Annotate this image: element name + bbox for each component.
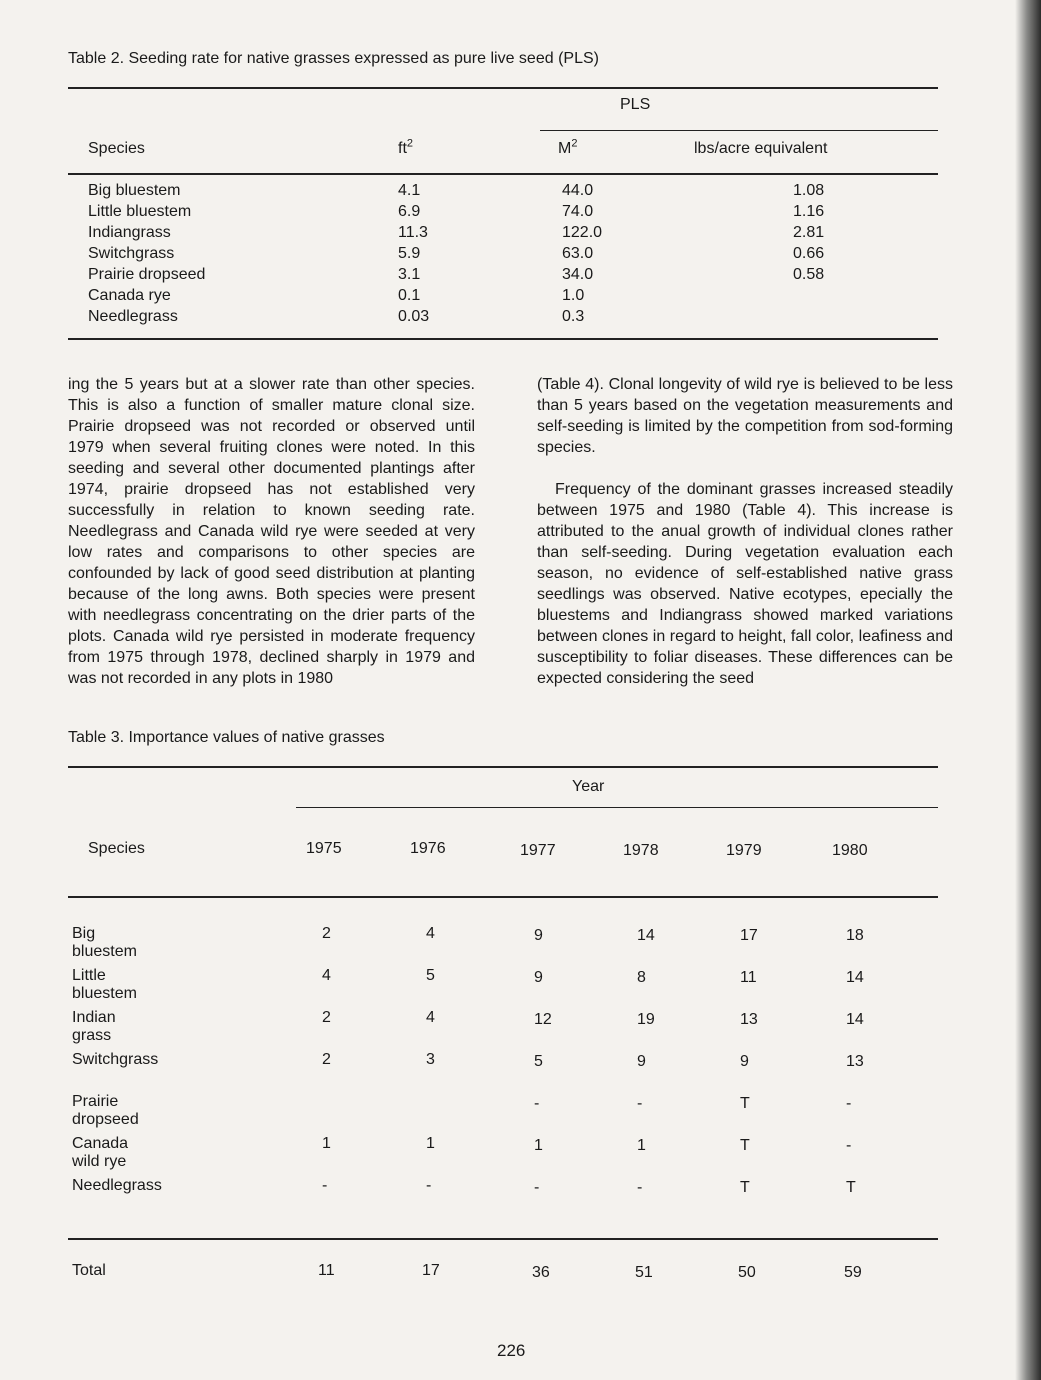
table3-cell-value: 4 — [322, 967, 331, 984]
table3-cell-value: - — [426, 1177, 432, 1194]
table3-year-rule — [296, 807, 938, 808]
table3-total-label: Total — [72, 1262, 106, 1279]
table3-cell-value: 14 — [846, 1011, 864, 1028]
table3-header-year: 1978 — [623, 842, 659, 859]
table2-row — [88, 266, 988, 287]
table3-cell-value: 4 — [426, 925, 435, 942]
table2-cell-ft2: 0.1 — [398, 287, 421, 304]
table3-year-header: Year — [572, 778, 605, 795]
table2-header-ft2: $ft^2$ — [398, 137, 414, 157]
table2-header-species: Species — [88, 140, 145, 157]
table3-cell-value: 19 — [637, 1011, 655, 1028]
table2-pls-header: PLS — [620, 96, 651, 113]
body-right-paragraph-2: Frequency of the dominant grasses increased steadily between 1975 and 1980 (Table 4). This increase is attributed to the anual growth of individual clones rather than self-seeding. During vegetation evaluation each season, no evidence of self-established native grass seedlings was observed. Native ecotypes, epecially the bluestems and Indiangrass showed marked variations between clones in regard to height, fall color, leafiness and susceptibility to foliar diseases. These differences can be expected considering the seed — [537, 481, 953, 687]
table2-header-lbs: lbs/acre equivalent — [694, 140, 828, 157]
table3-cell-species: Big bluestem — [72, 925, 137, 960]
table3-total-value: 11 — [318, 1262, 335, 1279]
table3-cell-species: Switchgrass — [72, 1051, 159, 1068]
page-number: 226 — [497, 1341, 526, 1360]
table3-cell-value: 11 — [740, 969, 757, 986]
table2-body — [88, 182, 948, 332]
table3-cell-value: - — [846, 1137, 852, 1154]
table2-row — [88, 203, 988, 224]
table2-bottom-rule — [68, 338, 938, 340]
table3-cell-value: 14 — [846, 969, 864, 986]
table3-total-value: 17 — [422, 1262, 440, 1279]
body-text-left — [68, 374, 475, 689]
table2-cell-m2: 34.0 — [562, 266, 594, 283]
body-right-paragraph-1: (Table 4). Clonal longevity of wild rye is believed to be less than 5 years based on the vegetation measurements and self-seeding is limited by the competition from sod-forming species. — [537, 376, 953, 456]
page-edge-shadow — [1015, 0, 1041, 1380]
table2-cell-ft2: 6.9 — [398, 203, 421, 220]
table3-cell-value: 13 — [846, 1053, 864, 1070]
table2-cell-lbs: 1.16 — [793, 203, 825, 220]
table3-title: Table 3. Importance values of native grasses — [68, 729, 385, 746]
table2-cell-ft2: 11.3 — [398, 224, 428, 241]
table3-cell-value: 1 — [534, 1137, 543, 1154]
body-text-right — [537, 374, 953, 689]
table3-header-year: 1979 — [726, 842, 762, 859]
table3-cell-value: T — [846, 1179, 856, 1196]
table3-cell-value: 9 — [637, 1053, 646, 1070]
table2-cell-m2: 0.3 — [562, 308, 585, 325]
table3-cell-value: 17 — [740, 927, 758, 944]
table3-cell-value: - — [846, 1095, 852, 1112]
table3-total-value: 50 — [738, 1264, 756, 1281]
table3-cell-value: 13 — [740, 1011, 758, 1028]
table3-cell-species: Needlegrass — [72, 1177, 162, 1194]
table3-total-value: 59 — [844, 1264, 862, 1281]
table3-cell-value: 18 — [846, 927, 864, 944]
table2-cell-m2: 44.0 — [562, 182, 594, 199]
table2-row — [88, 308, 988, 329]
table3-header-year: 1975 — [306, 840, 342, 857]
table3-cell-value: T — [740, 1137, 750, 1154]
table2-cell-lbs: 0.58 — [793, 266, 825, 283]
table3-cell-value: 2 — [322, 1051, 331, 1068]
table3-top-rule — [68, 766, 938, 768]
table2-cell-species: Indiangrass — [88, 224, 171, 241]
table2-row — [88, 182, 988, 203]
table2-cell-m2: 74.0 — [562, 203, 594, 220]
table3-cell-value: 2 — [322, 1009, 331, 1026]
table3-total-value: 36 — [532, 1264, 550, 1281]
table3-cell-species: Indian grass — [72, 1009, 116, 1044]
table3-cell-value: 9 — [740, 1053, 749, 1070]
table2-cell-m2: 122.0 — [562, 224, 603, 241]
table3-header-year: 1980 — [832, 842, 868, 859]
table3-cell-value: - — [322, 1177, 328, 1194]
table3-cell-value: 1 — [426, 1135, 435, 1152]
table2-cell-ft2: 4.1 — [398, 182, 421, 199]
table3-cell-value: 2 — [322, 925, 331, 942]
table2-cell-lbs: 1.08 — [793, 182, 825, 199]
table2-row — [88, 287, 988, 308]
table3-cell-value: 1 — [322, 1135, 331, 1152]
table3-cell-value: 14 — [637, 927, 655, 944]
table2-cell-ft2: 3.1 — [398, 266, 421, 283]
table2-cell-m2: 63.0 — [562, 245, 594, 262]
table3-cell-species: Little bluestem — [72, 967, 137, 1002]
table3-cell-value: 5 — [426, 967, 435, 984]
table2-row — [88, 224, 988, 245]
table3-cell-value: 8 — [637, 969, 646, 986]
table3-header-year: 1977 — [520, 842, 556, 859]
table3-cell-value: - — [534, 1095, 540, 1112]
table2-row — [88, 245, 988, 266]
table2-cell-lbs: 2.81 — [793, 224, 825, 241]
table2-top-rule — [68, 87, 938, 89]
table2-cell-m2: 1.0 — [562, 287, 585, 304]
table3-cell-value: - — [637, 1095, 643, 1112]
table3-cell-value: 12 — [534, 1011, 552, 1028]
table3-header-rule — [68, 896, 938, 898]
table3-header-species: Species — [88, 840, 145, 857]
table3-cell-value: T — [740, 1179, 750, 1196]
table3-cell-species: Prairie dropseed — [72, 1093, 139, 1128]
table3-cell-value: 5 — [534, 1053, 543, 1070]
table2-cell-species: Needlegrass — [88, 308, 178, 325]
table2-cell-species: Canada rye — [88, 287, 171, 304]
table2-cell-lbs: 0.66 — [793, 245, 825, 262]
table3-total-value: 51 — [635, 1264, 653, 1281]
table3-cell-value: T — [740, 1095, 750, 1112]
table3-total-rule — [68, 1238, 938, 1240]
table3-cell-value: - — [534, 1179, 540, 1196]
table2-cell-species: Big bluestem — [88, 182, 181, 199]
table3-cell-value: 4 — [426, 1009, 435, 1026]
body-left-paragraph: ing the 5 years but at a slower rate than other species. This is also a function of smaller mature clonal size. Prairie dropseed was not recorded or observed until 1979 when several fruiting clones were noted. In this seeding and several other documented plantings after 1974, prairie dropseed has not established very successfully in relation to known seeding rate. Needlegrass and Canada wild rye were seeded at very low rates and comparisons to other species are confounded by lack of good seed distribution at planting because of the long awns. Both species were present with needlegrass concentrating on the drier parts of the plots. Canada wild rye persisted in moderate frequency from 1975 through 1978, declined sharply in 1979 and was not recorded in any plots in 1980 — [68, 376, 475, 687]
table3-cell-species: Canada wild rye — [72, 1135, 129, 1170]
table2-cell-species: Little bluestem — [88, 203, 192, 220]
table3-cell-value: - — [637, 1179, 643, 1196]
table3-cell-value: 1 — [637, 1137, 646, 1154]
table3-cell-value: 9 — [534, 927, 543, 944]
table3-cell-value: 3 — [426, 1051, 435, 1068]
table3-cell-value: 9 — [534, 969, 543, 986]
table2-cell-species: Prairie dropseed — [88, 266, 206, 283]
table2-pls-rule — [540, 130, 938, 131]
table2-cell-species: Switchgrass — [88, 245, 175, 262]
table2-title: Table 2. Seeding rate for native grasses expressed as pure live seed (PLS) — [68, 50, 599, 67]
table2-cell-ft2: 5.9 — [398, 245, 421, 262]
table3-header-year: 1976 — [410, 840, 446, 857]
table2-header-rule — [68, 173, 938, 175]
table2-header-m2: $M^2$ — [558, 137, 578, 157]
table2-cell-ft2: 0.03 — [398, 308, 430, 325]
